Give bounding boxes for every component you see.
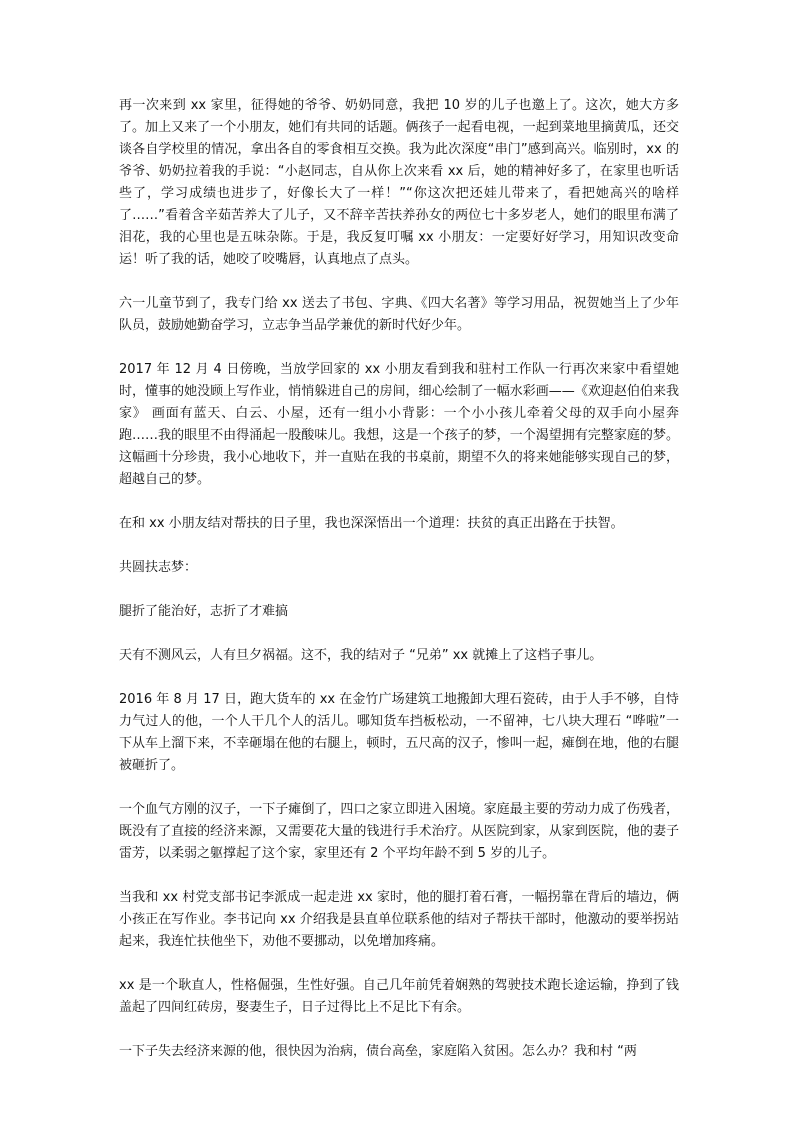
paragraph-lesson: 在和 xx 小朋友结对帮扶的日子里，我也深深悟出一个道理：扶贫的真正出路在于扶智。 <box>119 516 624 531</box>
paragraph-visit-with-son: 再一次来到 xx 家里，征得她的爷爷、奶奶同意，我把 10 岁的儿子也邀上了。这次，她大方多了。加上又来了一个小朋友，她们有共同的话题。俩孩子一起看电视，一起到菜地里摘黄瓜，还交谈各自学校里的情况，拿出各自的零食相互交换。我为此次深度“串门”感到高兴。临别时，xx 的爷爷、奶奶拉着我的手说：“小赵同志，自从你上次来看 xx 后，她的精神好多了，在家里也听话些了，学习成绩也进步了，好像长大了一样！”“你这次把还娃儿带来了，看把她高兴的啥样了……”看着含辛茹苦养大了儿子，又不辞辛苦扶养孙女的两位七十多岁老人，她们的眼里布满了泪花，我的心里也是五味杂陈。于是，我反复叮嘱 xx 小朋友：一定要好好学习，用知识改变命运！听了我的话，她咬了咬嘴唇，认真地点了点头。 <box>119 98 679 267</box>
paragraph-gap <box>119 667 679 689</box>
paragraph-poverty: 一下子失去经济来源的他，很快因为治病，债台高垒，家庭陷入贫困。怎么办？我和村 “两 <box>119 1044 637 1059</box>
section-subheading: 腿折了能治好，志折了才难搞 <box>119 604 289 619</box>
paragraph-childrens-day: 六一儿童节到了，我专门给 xx 送去了书包、字典、《四大名著》等学习用品，祝贺她当上了少年队员，鼓励她勤奋学习，立志争当品学兼优的新时代好少年。 <box>119 296 679 333</box>
paragraph-gap <box>119 337 679 359</box>
paragraph-gap <box>119 865 679 887</box>
paragraph-gap <box>119 535 679 557</box>
paragraph-accident: 2016 年 8 月 17 日，跑大货车的 xx 在金竹广场建筑工地搬卸大理石瓷砖，由于人手不够，自恃力气过人的他，一个人干几个人的活儿。哪知货车挡板松动，一不留神，七八块大理石 “哗啦”一下从车上溜下来，不幸砸塌在他的右腿上，顿时，五尺高的汉子，惨叫一起，瘫倒在地，他的右腿被砸折了。 <box>119 692 679 773</box>
document-page <box>119 95 679 1063</box>
paragraph-misfortune: 天有不测风云，人有旦夕祸福。这不，我的结对子 “兄弟” xx 就摊上了这档子事儿。 <box>119 648 603 663</box>
paragraph-gap <box>119 623 679 645</box>
section-heading: 共圆扶志梦： <box>119 560 198 575</box>
paragraph-first-visit: 当我和 xx 村党支部书记李派成一起走进 xx 家时，他的腿打着石膏，一幅拐靠在背后的墙边，俩小孩正在写作业。李书记向 xx 介绍我是县直单位联系他的结对子帮扶干部时，他激动的要举拐站起来，我连忙扶他坐下，劝他不要挪动，以免增加疼痛。 <box>119 890 679 949</box>
paragraph-gap <box>119 579 679 601</box>
paragraph-gap <box>119 953 679 975</box>
paragraph-character: xx 是一个耿直人，性格倔强，生性好强。自己几年前凭着娴熟的驾驶技术跑长途运输，挣到了钱盖起了四间红砖房，娶妻生子，日子过得比上不足比下有余。 <box>119 978 679 1015</box>
paragraph-family-hardship: 一个血气方刚的汉子，一下子瘫倒了，四口之家立即进入困境。家庭最主要的劳动力成了伤残者，既没有了直接的经济来源，又需要花大量的钱进行手术治疗。从医院到家，从家到医院，他的妻子雷芳，以柔弱之躯撑起了这个家，家里还有 2 个平均年龄不到 5 岁的儿子。 <box>119 802 679 861</box>
paragraph-gap <box>119 491 679 513</box>
paragraph-gap <box>119 777 679 799</box>
paragraph-gap <box>119 1019 679 1041</box>
paragraph-watercolor: 2017 年 12 月 4 日傍晚，当放学回家的 xx 小朋友看到我和驻村工作队一行再次来家中看望她时，懂事的她没顾上写作业，悄悄躲进自己的房间，细心绘制了一幅水彩画——《欢迎赵伯伯来我家》 画面有蓝天、白云、小屋，还有一组小小背影：一个小小孩儿牵着父母的双手向小屋奔跑……我的眼里不由得涌起一股酸味儿。我想，这是一个孩子的梦，一个渴望拥有完整家庭的梦。这幅画十分珍贵，我小心地收下，并一直贴在我的书桌前，期望不久的将来她能够实现自己的梦，超越自己的梦。 <box>119 362 679 487</box>
paragraph-gap <box>119 271 679 293</box>
